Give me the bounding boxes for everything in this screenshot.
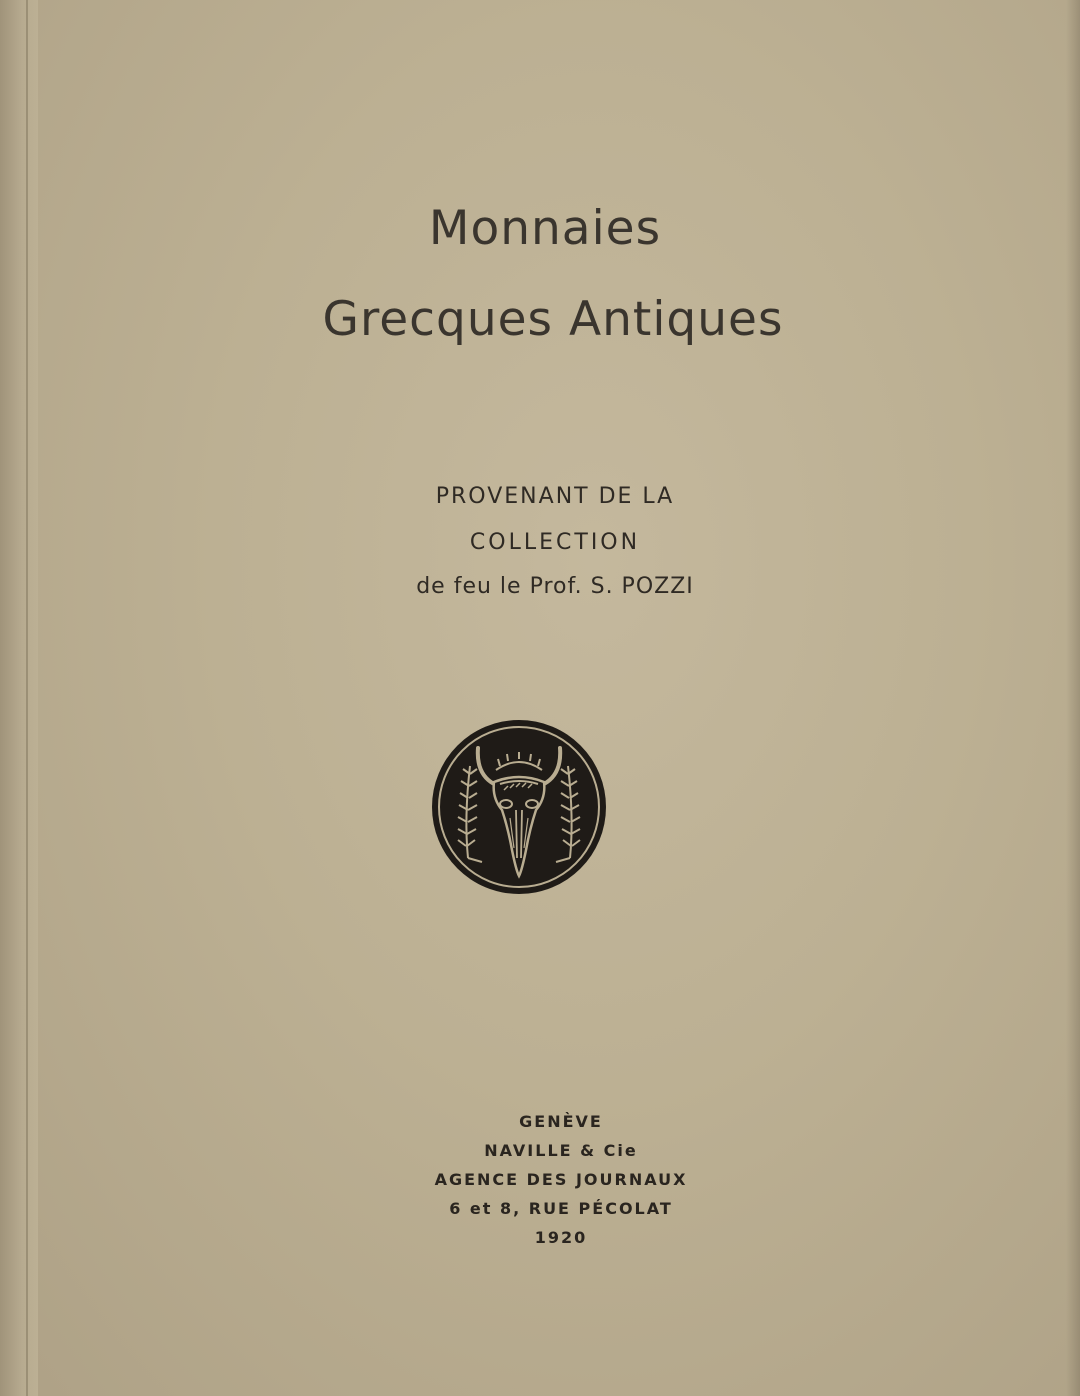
imprint-publisher: NAVILLE & Cie: [484, 1141, 638, 1160]
subtitle-line-2: COLLECTION: [469, 530, 641, 555]
subtitle-line-3: de feu le Prof. S. POZZI: [416, 574, 694, 599]
bucranium-emblem-icon: [430, 718, 608, 896]
title-line-1: Monnaies: [428, 201, 662, 256]
subtitle-block: [0, 486, 1080, 598]
imprint-block: [0, 1114, 1080, 1246]
subtitle-line-1: PROVENANT DE LA: [435, 484, 675, 509]
imprint-agency: AGENCE DES JOURNAUX: [434, 1170, 688, 1189]
title-line-2: Grecques Antiques: [322, 292, 784, 347]
imprint-year: 1920: [534, 1228, 588, 1247]
imprint-address: 6 et 8, RUE PÉCOLAT: [449, 1199, 673, 1218]
title-block: [0, 201, 1080, 347]
imprint-city: GENÈVE: [519, 1112, 603, 1131]
